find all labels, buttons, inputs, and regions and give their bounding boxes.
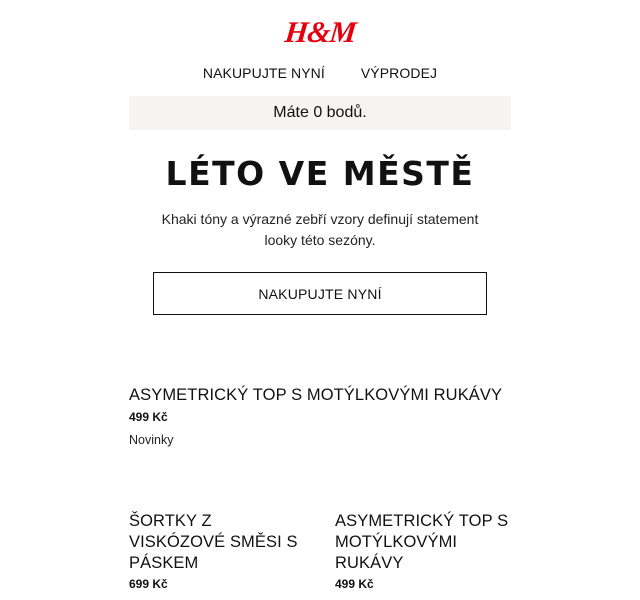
email-container xyxy=(129,0,511,591)
points-text: Máte 0 bodů. xyxy=(273,104,367,121)
header xyxy=(129,0,511,55)
product-row xyxy=(129,511,511,591)
nav-link-shop-now[interactable]: NAKUPUJTE NYNÍ xyxy=(202,65,325,81)
hm-logo[interactable]: H&M xyxy=(283,16,357,49)
product-price: 499 Kč xyxy=(129,410,168,424)
product-card[interactable] xyxy=(129,511,305,591)
product-name[interactable]: ŠORTKY Z VISKÓZOVÉ SMĚSI S PÁSKEM xyxy=(129,512,298,572)
hero-title: LÉTO VE MĚSTĚ xyxy=(165,154,475,193)
main-nav xyxy=(129,63,511,83)
product-price: 499 Kč xyxy=(335,577,374,591)
product-price: 699 Kč xyxy=(129,577,168,591)
nav-link-sale[interactable]: VÝPRODEJ xyxy=(360,65,438,81)
shop-now-button[interactable]: NAKUPUJTE NYNÍ xyxy=(153,272,487,315)
product-card[interactable] xyxy=(129,385,511,447)
points-banner xyxy=(129,96,511,130)
product-badge: Novinky xyxy=(129,433,174,447)
product-name[interactable]: ASYMETRICKÝ TOP S MOTÝLKOVÝMI RUKÁVY xyxy=(129,386,503,404)
hero-description: Khaki tóny a výrazné zebří vzory definují statement looky této sezóny. xyxy=(161,211,479,248)
product-card[interactable] xyxy=(335,511,511,591)
product-name[interactable]: ASYMETRICKÝ TOP S MOTÝLKOVÝMI RUKÁVY xyxy=(335,512,509,572)
